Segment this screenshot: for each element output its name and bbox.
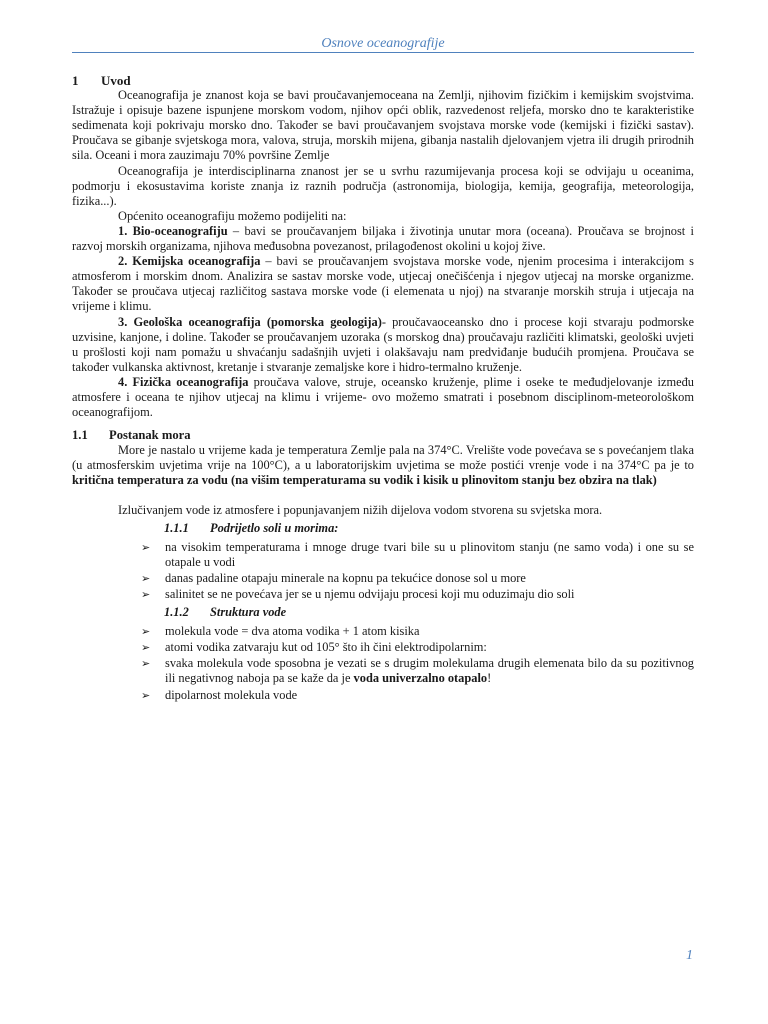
arrowhead-bullet-icon: ➢ bbox=[141, 540, 151, 554]
subsection-number: 1.1.2 bbox=[164, 605, 189, 620]
section-number: 1.1 bbox=[72, 428, 88, 443]
division-title: 2. Kemijska oceanografija bbox=[118, 254, 261, 269]
section-title: Postanak mora bbox=[109, 428, 191, 443]
section-heading-uvod bbox=[72, 73, 694, 88]
list-item-text: na visokim temperaturama i mnoge druge tvari bile su u plinovitom stanju (ne samo voda) i one su se otapale u vodi bbox=[165, 539, 694, 569]
division-title: 1. Bio-oceanografiju bbox=[118, 223, 228, 238]
paragraph-text: More je nastalo u vrijeme kada je temperatura Zemlje pala na 374°C. Vrelište vode povećava se s povećanjem tlaka (u atmosferskim uvjetima vrije na 100°C), a u laboratorijskim uvjetima se može postići vrenje vode i na 374°C pa je to bbox=[72, 443, 694, 473]
division-text: - proučavaoceansko dno i procese koji stvaraju podmorske uzvisine, kanjone, i doline. Također se proučavanjem uzoraka (s morskog dna) proučavaju različiti klimatski, geološki uvjeti u prošlosti koji nam pomažu u shvaćanju sadašnjih uvjeti i olakšavaju nam predviđanje budućih promjena. Proučava se također vulkanska aktivnost, kretanje i stvaranje zemaljske kore i hidro-termalno kruženje. bbox=[72, 314, 694, 374]
list-item bbox=[141, 688, 694, 703]
section-heading-postanak-mora bbox=[72, 428, 694, 443]
list-item bbox=[141, 624, 694, 639]
list-item-text: molekula vode = dva atoma vodika + 1 atom kisika bbox=[165, 624, 420, 639]
list-item-text: svaka molekula vode sposobna je vezati se s drugim molekulama drugih elemenata bilo da su pozitivnog ili negativnog naboja pa se kaže da je bbox=[165, 656, 694, 686]
subsection-title: Struktura vode bbox=[210, 605, 287, 620]
page-header bbox=[72, 34, 694, 53]
list-item-text: salinitet se ne povećava jer se u njemu odvijaju procesi koji mu oduzimaju dio soli bbox=[165, 587, 575, 601]
bullet-list bbox=[141, 540, 694, 602]
subsection-number: 1.1.1 bbox=[164, 520, 189, 535]
subsection-heading-podrijetlo-soli bbox=[164, 521, 694, 536]
subsection-heading-struktura-vode bbox=[164, 605, 694, 620]
page-number: 1 bbox=[686, 948, 693, 963]
paragraph bbox=[72, 443, 694, 488]
bold-text: voda univerzalno otapalo bbox=[353, 671, 488, 686]
arrowhead-bullet-icon: ➢ bbox=[141, 588, 151, 601]
list-item bbox=[141, 656, 694, 686]
bold-text: kritična temperatura za vodu (na višim temperaturama su vodik i kisik u plinovitom stanju bez obzira na tlak) bbox=[72, 473, 657, 488]
division-paragraph bbox=[72, 315, 694, 375]
division-title: 4. Fizička oceanografija bbox=[118, 374, 249, 389]
arrowhead-bullet-icon: ➢ bbox=[141, 688, 151, 702]
division-paragraph bbox=[72, 254, 694, 314]
list-item-text: ! bbox=[487, 671, 492, 686]
paragraph: Oceanografija je znanost koja se bavi proučavanjemoceana na Zemlji, njihovim fizičkim i kemijskim svojstvima. Istražuje i opisuje bazene ispunjene morskom vodom, njihov opći oblik, razvedenost reljefa, morsko dno te karakteristike sedimenata koji pokrivaju morsko dno. Također se bavi proučavanjem svojstava morske vode (kemijski i fizički sastav). Proučava se gibanje svjetskoga mora, valova, struja, morskih mijena, gibanja nastalih djelovanjem vjetra ili drugih prirodnih sila. Oceani i mora zauzimaju 70% površine Zemlje bbox=[72, 88, 694, 163]
list-item bbox=[141, 540, 694, 570]
division-title: 3. Geološka oceanografija (pomorska geologija) bbox=[118, 314, 382, 329]
list-item-text: dipolarnost molekula vode bbox=[165, 687, 298, 702]
bullet-list bbox=[141, 624, 694, 702]
list-item bbox=[141, 571, 694, 586]
header-title: Osnove oceanografije bbox=[321, 36, 445, 51]
division-text: – bavi se proučavanjem svojstava morske vode, njenim procesima i interakcijom s atmosferom i morskim dnom. Analizira se sastav morske vode, utjecaj onečišćenja i njegov utjecaj na morske organizme. Također se proučava utjecaj različitog sastava morske vode (i elemenata u njoj) na stvaranje morskih struja i utjecaja na vrijeme i klimu. bbox=[72, 254, 694, 314]
paragraph: Oceanografija je interdisciplinarna znanost jer se u svrhu razumijevanja procesa koji se odvijaju u oceanima, podmorju i ekosustavima koriste znanja iz raznih područja (astronomija, biologija, kemija, geografija, meteorologija, fizika...). bbox=[72, 163, 694, 208]
arrowhead-bullet-icon: ➢ bbox=[141, 625, 151, 639]
division-paragraph bbox=[72, 375, 694, 420]
division-text: – bavi se proučavanjem biljaka i životinja unutar mora (oceana). Proučava se brojnost i razvoj morskih organizama, njihova međusobna povezanost, prilagođenost okolini u kojoj žive. bbox=[72, 223, 695, 254]
arrowhead-bullet-icon: ➢ bbox=[141, 641, 151, 655]
list-item-text: atomi vodika zatvaraju kut od 105° što ih čini elektrodipolarnim: bbox=[165, 640, 487, 655]
document-body bbox=[72, 73, 694, 704]
subsection-title: Podrijetlo soli u morima: bbox=[210, 520, 339, 535]
arrowhead-bullet-icon: ➢ bbox=[141, 571, 151, 585]
paragraph: Općenito oceanografiju možemo podijeliti na: bbox=[118, 208, 347, 223]
list-item-text: danas padaline otapaju minerale na kopnu pa tekućice donose sol u more bbox=[165, 570, 526, 585]
section-title: Uvod bbox=[101, 73, 131, 88]
arrowhead-bullet-icon: ➢ bbox=[141, 657, 151, 671]
list-item bbox=[141, 587, 694, 602]
division-paragraph bbox=[72, 224, 694, 254]
section-number: 1 bbox=[72, 73, 79, 88]
paragraph: Izlučivanjem vode iz atmosfere i popunjavanjem nižih dijelova vodom stvorena su svjetska mora. bbox=[118, 502, 603, 517]
list-item bbox=[141, 640, 694, 655]
division-text: proučava valove, struje, oceansko kruženje, plime i oseke te međudjelovanje između atmosfere i oceana te njihov utjecaj na klimu i vrijeme- ovo možemo smatrati i posebnom disciplinom-meteorološkom oceanografijom. bbox=[72, 374, 694, 420]
